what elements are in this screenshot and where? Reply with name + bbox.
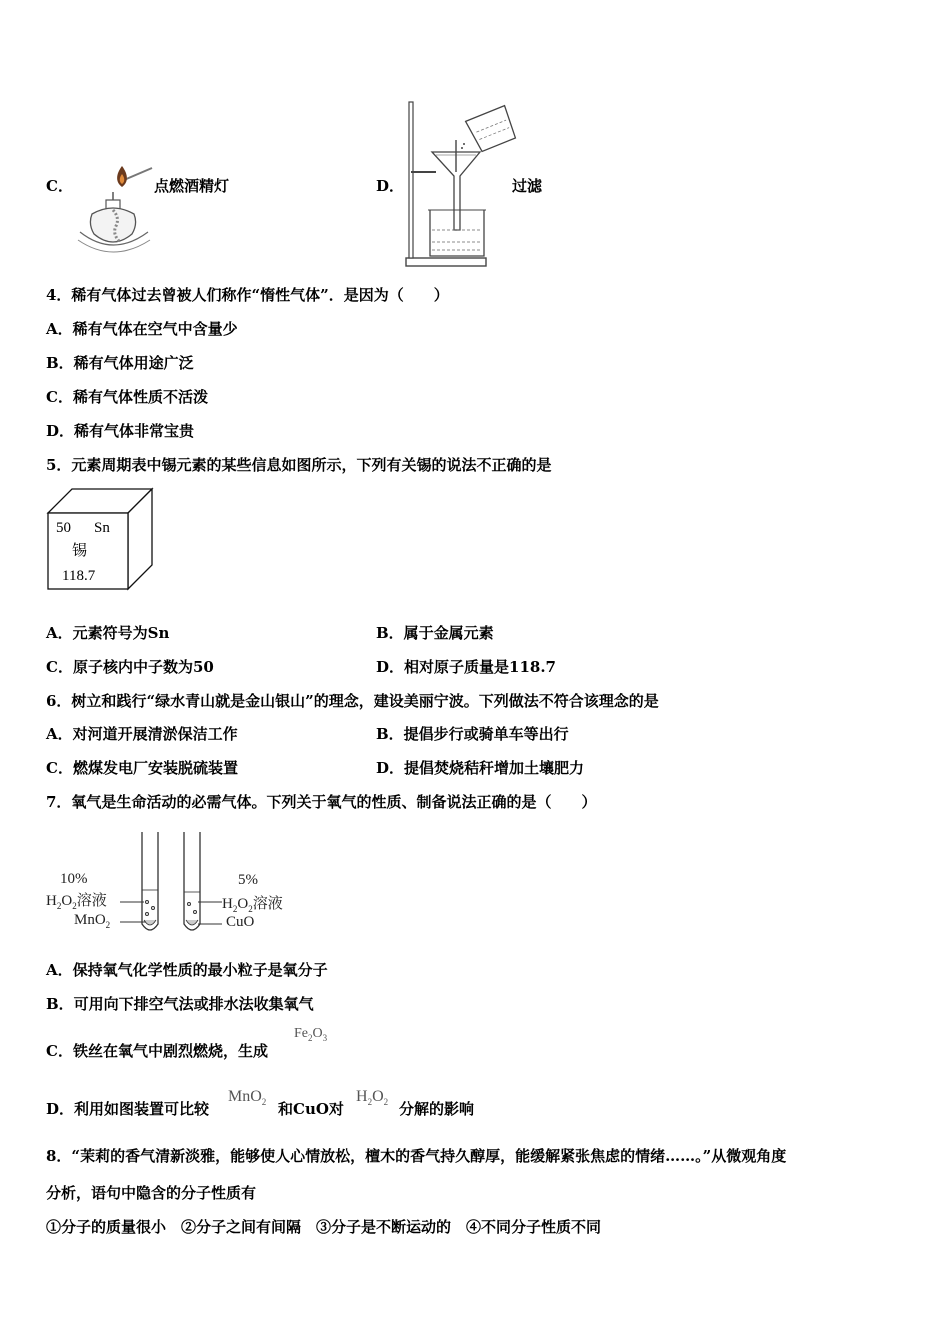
- q4-stem: 4．稀有气体过去曾被人们称作“惰性气体”．是因为（ ）: [46, 286, 449, 304]
- q3-option-d-text: 过滤: [512, 177, 543, 195]
- q7-option-c: C．铁丝在氧气中剧烈燃烧，生成: [46, 1042, 268, 1060]
- q6-option-a: A．对河道开展清淤保洁工作: [46, 725, 238, 743]
- q4-option-d: D．稀有气体非常宝贵: [46, 422, 195, 440]
- tin-atomic-mass: 118.7: [62, 568, 96, 584]
- alcohol-lamp-lighting-icon: [72, 162, 154, 266]
- q7-option-a: A．保持氧气化学性质的最小粒子是氧分子: [46, 961, 328, 979]
- q5-option-d: D．相对原子质量是118.7: [376, 658, 556, 676]
- q3-option-d-label: D．: [376, 177, 405, 195]
- q5-option-a: A．元素符号为Sn: [46, 624, 170, 642]
- tin-symbol: Sn: [94, 520, 110, 536]
- q4-option-b: B．稀有气体用途广泛: [46, 354, 194, 372]
- q7-option-d-formula-h2o2: $H_2O_2$: [356, 1088, 389, 1108]
- q6-stem: 6．树立和践行“绿水青山就是金山银山”的理念，建设美丽宁波。下列做法不符合该理念的是: [46, 692, 659, 710]
- q8-stem-line1: 8．“茉莉的香气清新淡雅，能够使人心情放松，檀木的香气持久醇厚，能缓解紧张焦虑的情绪……。”从微观角度: [46, 1147, 787, 1165]
- q6-option-b: B．提倡步行或骑单车等出行: [376, 725, 569, 743]
- filtration-apparatus-icon: [400, 100, 515, 270]
- q7-option-d-formula-mno2: MnO$_2$: [228, 1088, 267, 1108]
- q5-stem: 5．元素周期表中锡元素的某些信息如图所示，下列有关锡的说法不正确的是: [46, 456, 552, 474]
- right-tube-catalyst: CuO: [226, 914, 255, 930]
- left-tube-concentration: 10%: [60, 871, 88, 887]
- q7-stem: 7．氧气是生命活动的必需气体。下列关于氧气的性质、制备说法正确的是（ ）: [46, 793, 597, 811]
- q7-option-c-formula: $Fe_2O_3$: [294, 1026, 328, 1043]
- q8-stem-line2: 分析，语句中隐含的分子性质有: [46, 1184, 257, 1202]
- q8-options: ①分子的质量很小 ②分子之间有间隔 ③分子是不断运动的 ④不同分子性质不同: [46, 1218, 602, 1236]
- right-tube-solution: $H_2O_2$溶液: [222, 896, 283, 914]
- q7-option-d-text3: 分解的影响: [399, 1100, 475, 1118]
- q4-option-a: A．稀有气体在空气中含量少: [46, 320, 238, 338]
- q5-option-b: B．属于金属元素: [376, 624, 494, 642]
- q7-option-d-text2: 和CuO对: [278, 1100, 344, 1118]
- right-tube-concentration: 5%: [238, 872, 258, 888]
- tin-atomic-number: 50: [56, 520, 71, 536]
- q3-option-c-label: C．: [46, 177, 73, 195]
- q3-option-c-text: 点燃酒精灯: [154, 177, 230, 195]
- q6-option-c: C．燃煤发电厂安装脱硫装置: [46, 759, 238, 777]
- q7-option-b: B．可用向下排空气法或排水法收集氧气: [46, 995, 314, 1013]
- q6-option-d: D．提倡焚烧秸秆增加土壤肥力: [376, 759, 585, 777]
- q4-option-c: C．稀有气体性质不活泼: [46, 388, 208, 406]
- left-tube-solution: $H_2O_2$溶液: [46, 893, 107, 911]
- q5-option-c: C．原子核内中子数为50: [46, 658, 214, 676]
- q7-option-d-text1: D．利用如图装置可比较: [46, 1100, 210, 1118]
- tin-name: 锡: [72, 543, 88, 559]
- left-tube-catalyst: MnO$_2$: [74, 912, 111, 930]
